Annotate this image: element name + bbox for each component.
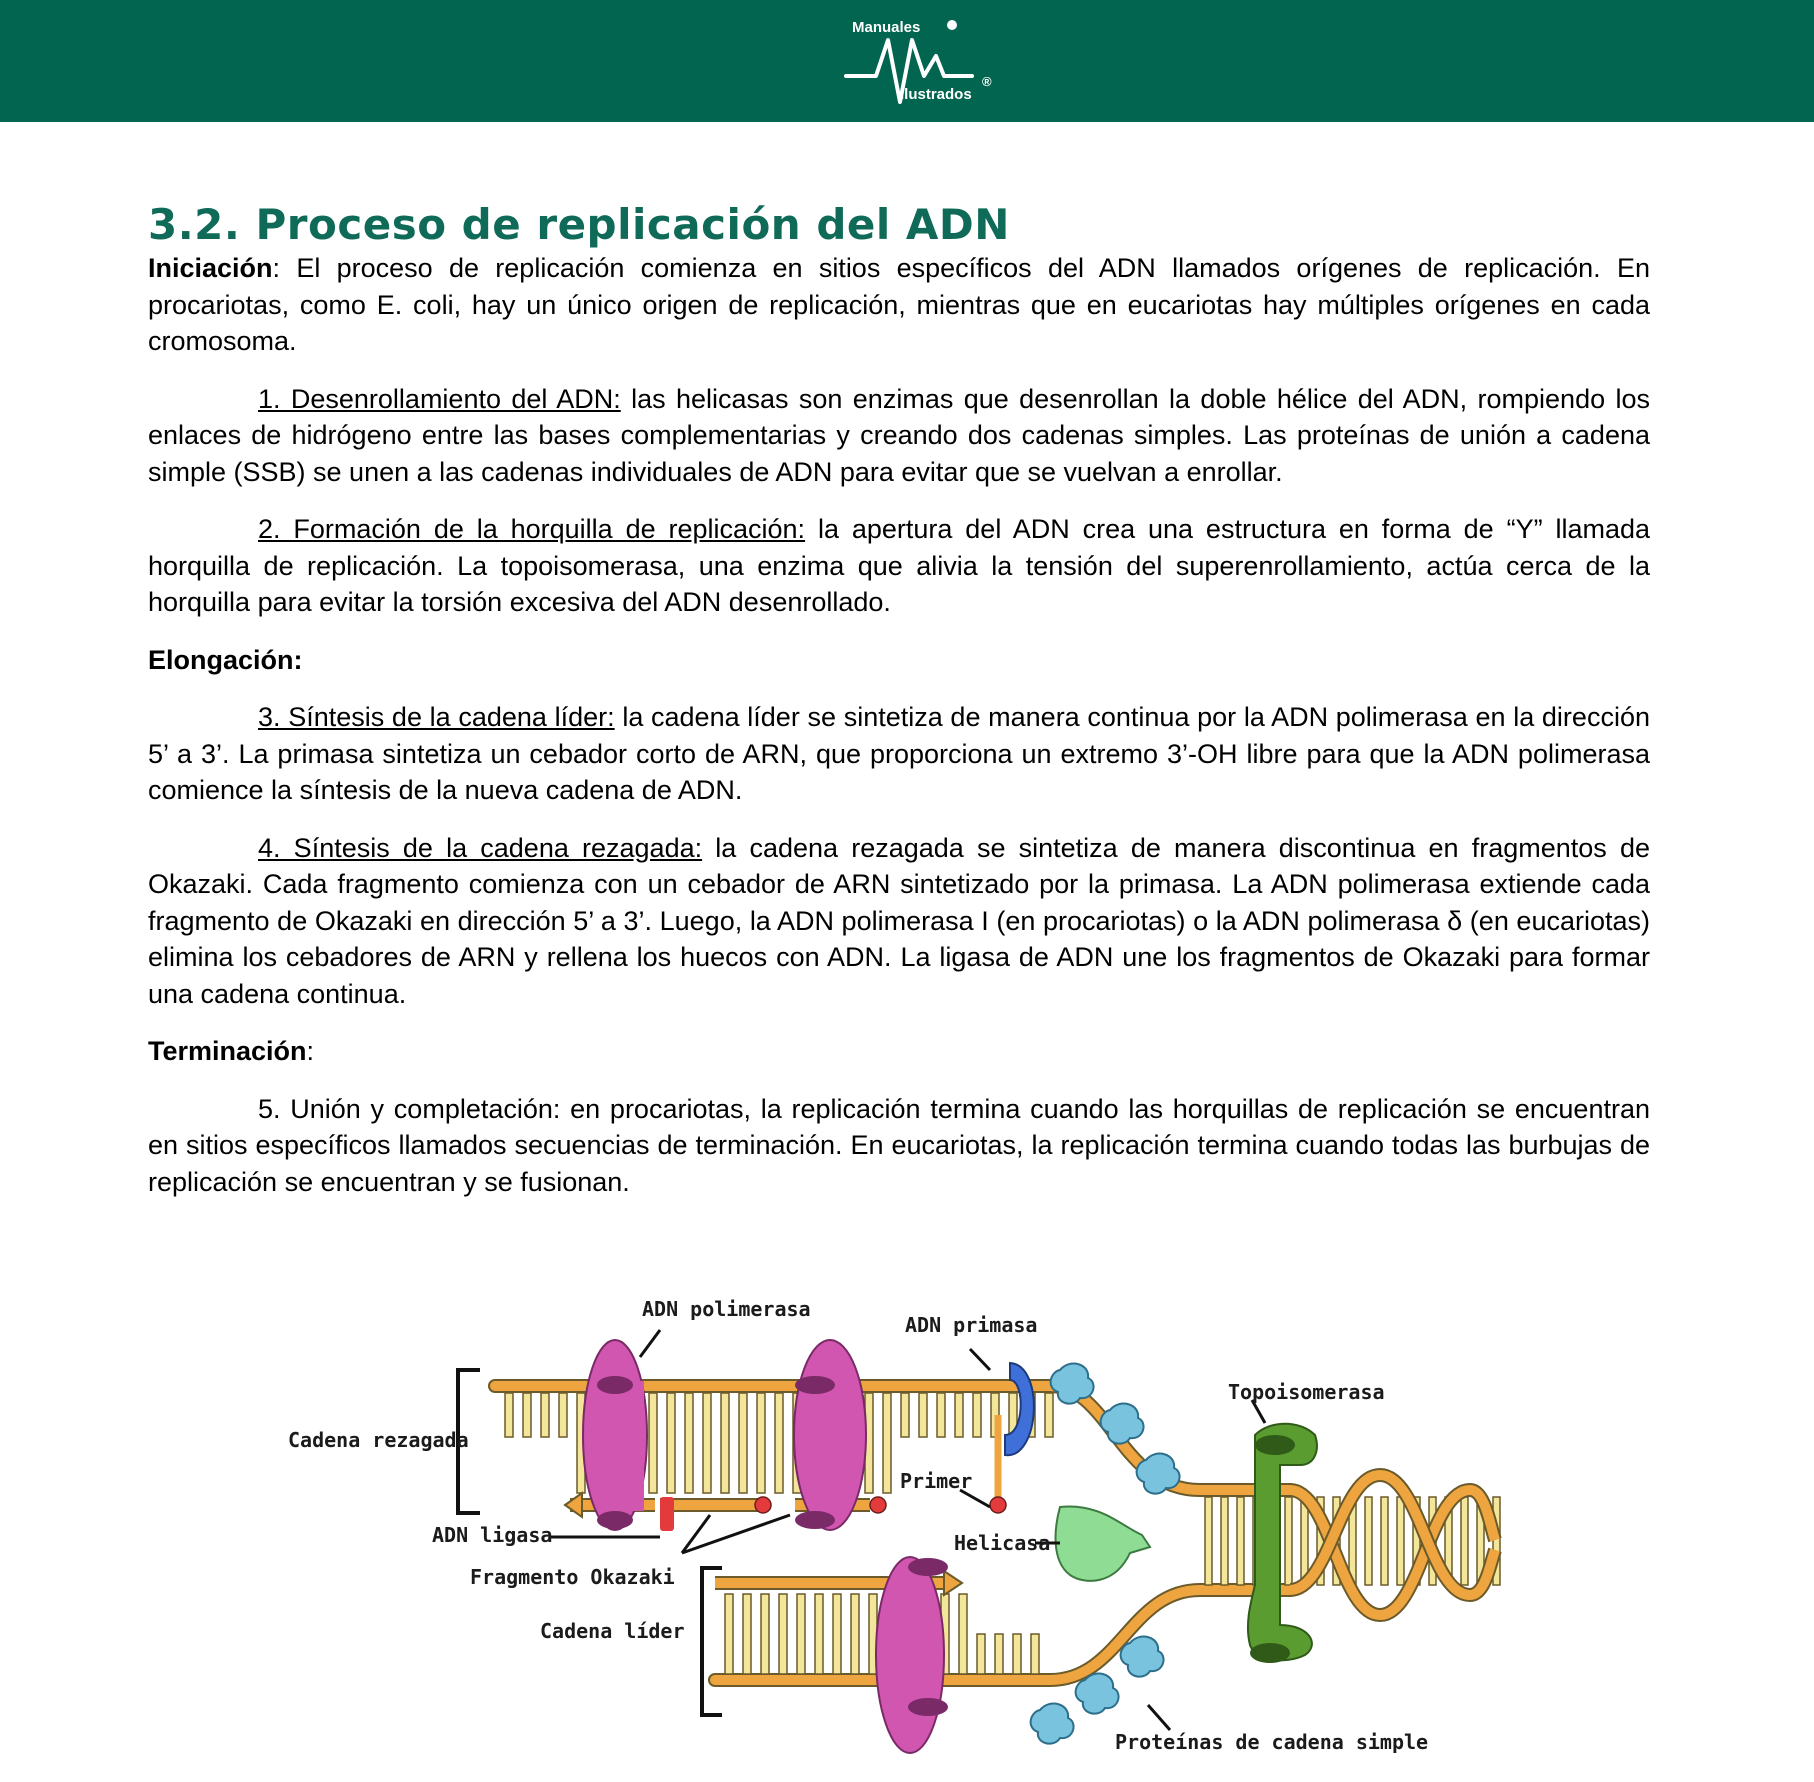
label-primer: Primer — [900, 1469, 973, 1493]
base-pair — [757, 1393, 765, 1493]
label-cadena-rezagada: Cadena rezagada — [288, 1428, 469, 1452]
terminacion-colon: : — [306, 1036, 315, 1066]
text-step3: la cadena líder se sintetiza de manera continua por la ADN polimerasa en la dirección 5’ a 3’. La primasa sintetiza un cebador corto de ARN, que proporciona un extremo 3’-OH libre para que la ADN polimerasa comience la síntesis de la nueva cadena de ADN. — [148, 702, 1650, 805]
base-pair — [959, 1594, 967, 1674]
text-step4: la cadena rezagada se sintetiza de manera discontinua en fragmentos de Okazaki. Cada fragmento comienza con un cebador de ARN sintetizado por la primasa. La ADN polimerasa extiende cada fragmento de Okazaki en dirección 5’ a 3’. Luego, la ADN polimerasa I (en procariotas) o la ADN polimerasa δ (en eucariotas) elimina los cebadores de ARN y rellena los huecos con ADN. La ligasa de ADN une los fragmentos de Okazaki para formar una cadena continua. — [148, 832, 1650, 1009]
section-title: 3.2. Proceso de replicación del ADN — [148, 200, 1010, 249]
base-pair — [649, 1393, 657, 1493]
base-pair — [1237, 1497, 1244, 1585]
label-fragmento-okazaki: Fragmento Okazaki — [470, 1565, 675, 1589]
base-pair — [1365, 1497, 1372, 1585]
base-pair — [955, 1393, 963, 1437]
label-adn-polimerasa: ADN polimerasa — [642, 1297, 811, 1321]
paragraph-step4 — [148, 830, 1650, 1013]
logo-registered-mark: ® — [982, 74, 992, 89]
header-band — [0, 0, 1814, 122]
label-proteinas-cadena-simple: Proteínas de cadena simple — [1115, 1730, 1429, 1754]
base-pair — [559, 1393, 567, 1437]
base-pair — [779, 1594, 787, 1674]
base-pair — [937, 1393, 945, 1437]
paragraph-step5 — [148, 1091, 1650, 1201]
logo-text-bottom: Ilustrados — [900, 86, 972, 103]
base-pair — [815, 1594, 823, 1674]
logo-text-top: Manuales — [852, 19, 921, 36]
paragraph-terminacion — [148, 1033, 1650, 1070]
base-pair — [1461, 1497, 1468, 1585]
base-pair — [1045, 1393, 1053, 1437]
base-pair — [721, 1393, 729, 1493]
base-pair — [1285, 1497, 1292, 1585]
base-pair — [1013, 1634, 1021, 1674]
base-pair — [1381, 1497, 1388, 1585]
base-pair — [703, 1393, 711, 1493]
label-topoisomerasa: Topoisomerasa — [1228, 1380, 1385, 1404]
base-pair — [973, 1393, 981, 1437]
base-pair — [541, 1393, 549, 1437]
base-pair — [775, 1393, 783, 1493]
text-step1: las helicasas son enzimas que desenrollan la doble hélice del ADN, rompiendo los enlaces de hidrógeno entre las bases complementarias y creando dos cadenas simples. Las proteínas de unión a cadena simple (SSB) se unen a las cadenas individuales de ADN para evitar que se vuelvan a enrollar. — [148, 383, 1650, 487]
base-pair — [977, 1634, 985, 1674]
label-step3: 3. Síntesis de la cadena líder: — [258, 702, 615, 732]
base-pair — [995, 1634, 1003, 1674]
heading-terminacion: Terminación — [148, 1036, 307, 1066]
base-pair — [743, 1594, 751, 1674]
label-adn-ligasa: ADN ligasa — [432, 1523, 553, 1547]
heading-elongacion: Elongación: — [148, 644, 303, 675]
paragraph-step3 — [148, 699, 1650, 809]
base-pair — [919, 1393, 927, 1437]
base-pair — [883, 1393, 891, 1493]
document-body — [148, 250, 1650, 1221]
label-step1: 1. Desenrollamiento del ADN: — [258, 383, 621, 414]
label-step2: 2. Formación de la horquilla de replicación: — [258, 514, 806, 544]
base-pair — [833, 1594, 841, 1674]
replication-fork-diagram — [270, 1285, 1510, 1760]
base-pair — [797, 1594, 805, 1674]
base-pair — [1031, 1634, 1039, 1674]
base-pair — [505, 1393, 513, 1437]
text-iniciacion: : El proceso de replicación comienza en sitios específicos del ADN llamados orígenes de replicación. En procariotas, como E. coli, hay un único origen de replicación, mientras que en eucariotas hay múltiples orígenes en cada cromosoma. — [148, 253, 1650, 356]
base-pair — [1221, 1497, 1228, 1585]
label-helicasa: Helicasa — [954, 1531, 1051, 1555]
paragraph-step1 — [148, 381, 1650, 491]
base-pair — [685, 1393, 693, 1493]
paragraph-step2 — [148, 511, 1650, 621]
heading-iniciacion: Iniciación — [148, 253, 273, 283]
paragraph-elongacion — [148, 642, 1650, 679]
paragraph-iniciacion — [148, 250, 1650, 360]
text-step5: 5. Unión y completación: en procariotas, la replicación termina cuando las horquillas de replicación se encuentran en sitios específicos llamados secuencias de terminación. En eucariotas, la replicación termina cuando todas las burbujas de replicación se encuentran y se fusionan. — [148, 1093, 1650, 1197]
base-pair — [761, 1594, 769, 1674]
label-step4: 4. Síntesis de la cadena rezagada: — [258, 832, 703, 863]
label-adn-primasa: ADN primasa — [905, 1313, 1038, 1337]
base-pair — [725, 1594, 733, 1674]
base-pair — [1397, 1497, 1404, 1585]
base-pair — [523, 1393, 531, 1437]
base-pair — [851, 1594, 859, 1674]
base-pair — [1205, 1497, 1212, 1585]
base-pair — [739, 1393, 747, 1493]
base-pair — [901, 1393, 909, 1437]
logo — [840, 10, 1000, 110]
label-cadena-lider: Cadena líder — [540, 1619, 685, 1643]
text-step2: la apertura del ADN crea una estructura en forma de “Y” llamada horquilla de replicación. La topoisomerasa, una enzima que alivia la tensión del superenrollamiento, actúa cerca de la horquilla para evitar la torsión excesiva del ADN desenrollado. — [148, 514, 1651, 617]
base-pair — [667, 1393, 675, 1493]
